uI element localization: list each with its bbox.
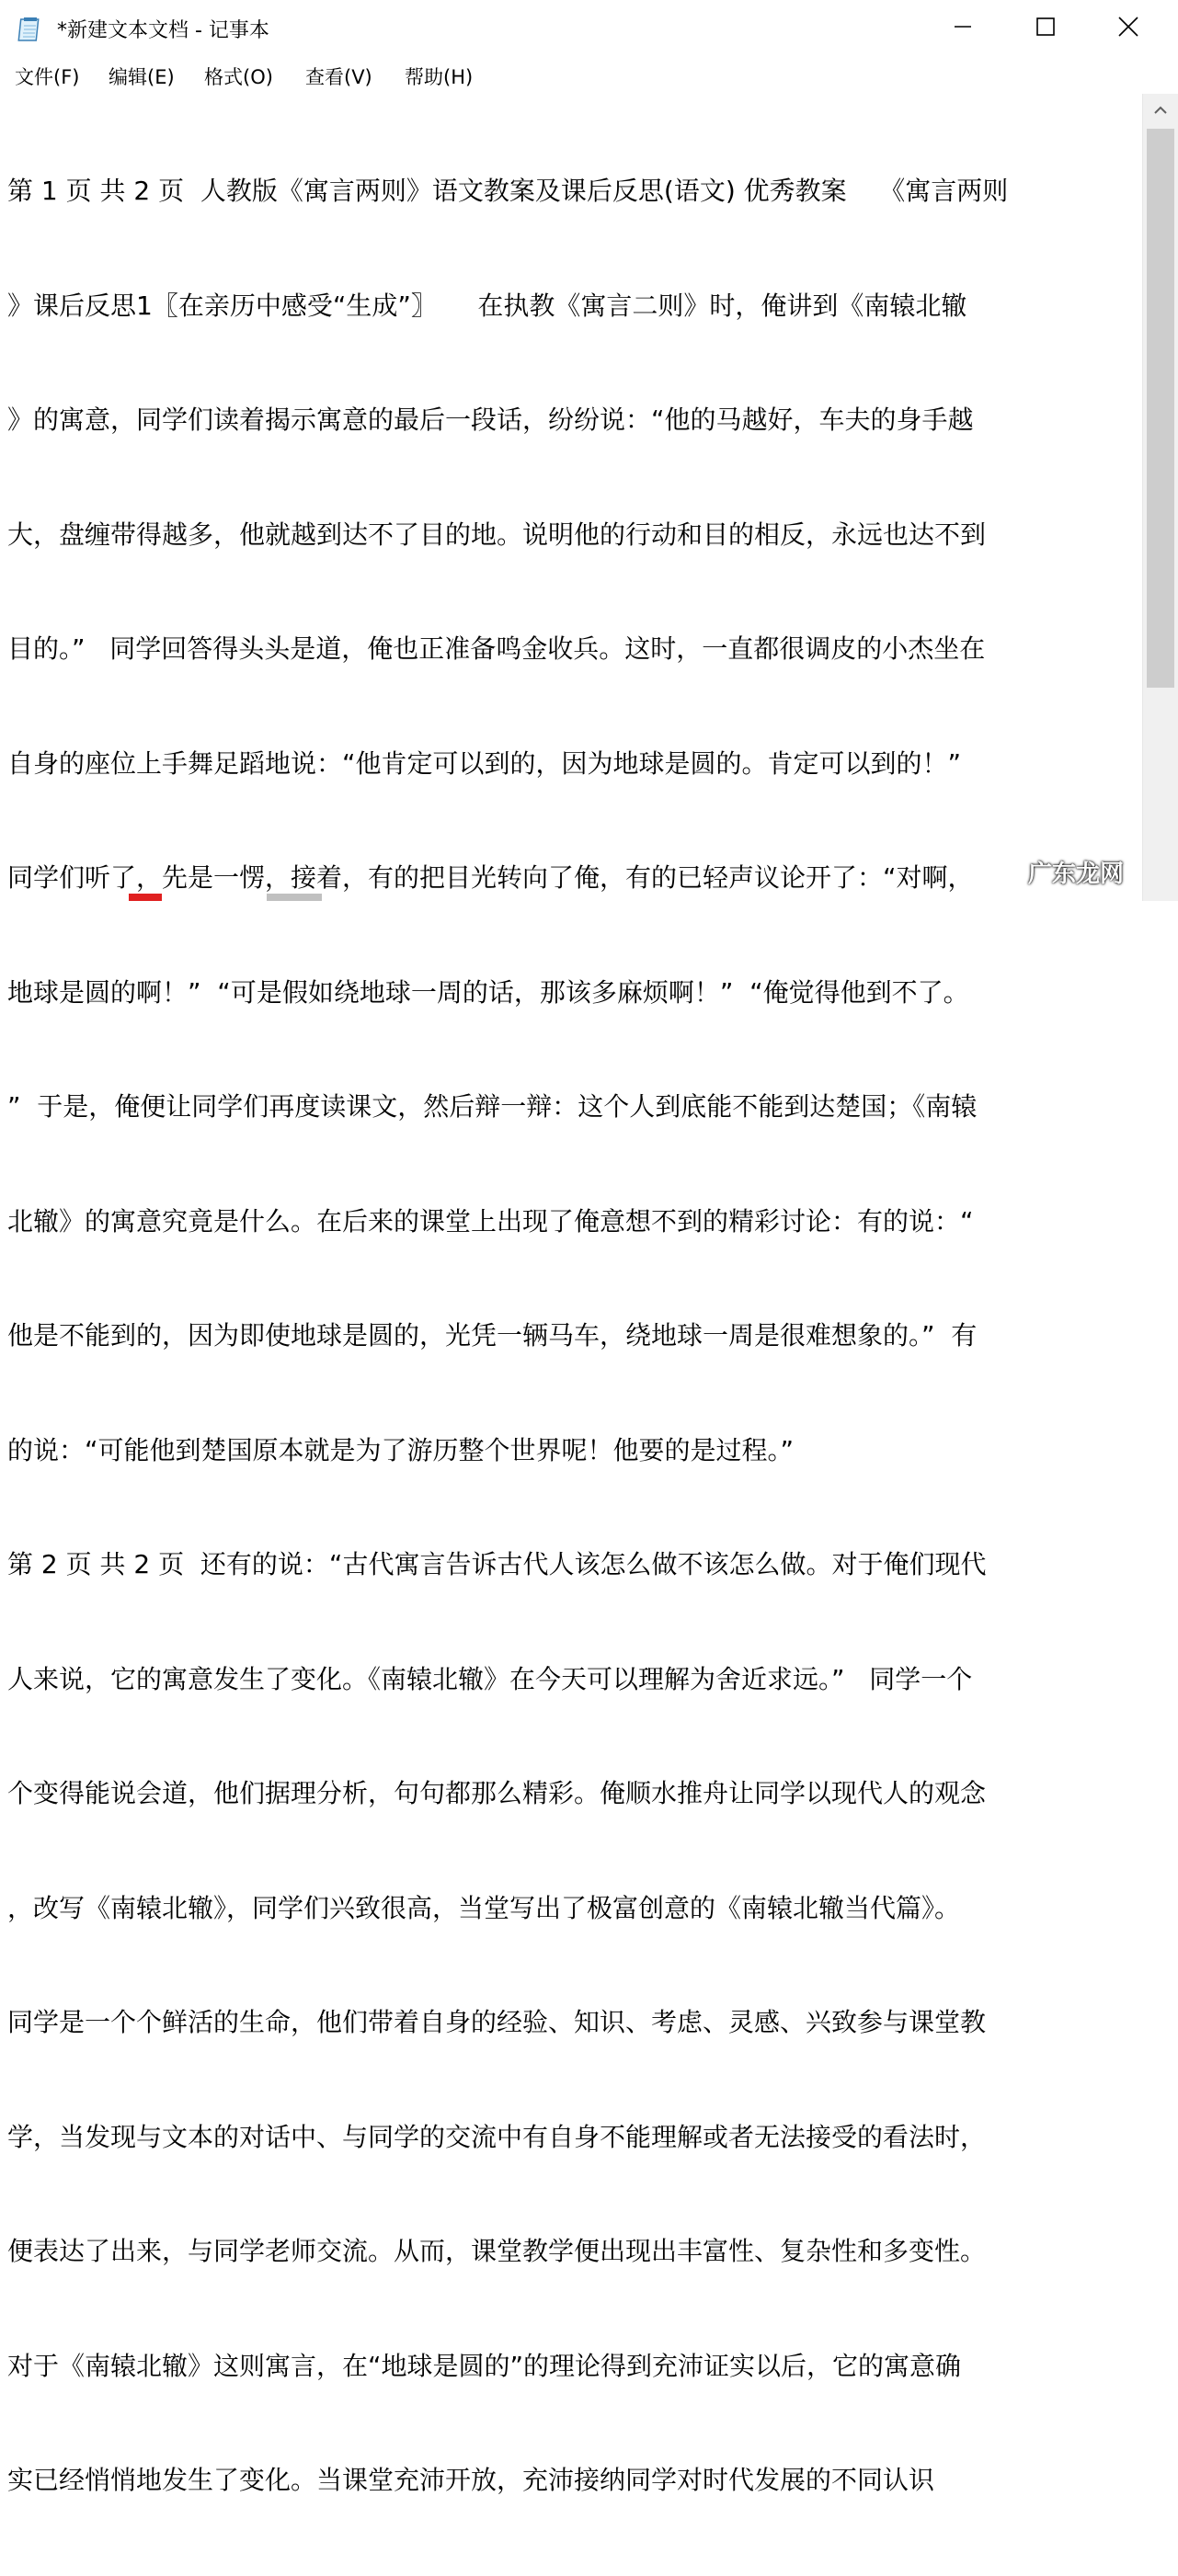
menu-view[interactable]: 查看(V) [305, 66, 372, 88]
taskbar-fragment [129, 894, 162, 901]
vertical-scrollbar[interactable] [1142, 94, 1178, 901]
menu-file[interactable]: 文件(F) [15, 66, 80, 88]
menu-help[interactable]: 帮助(H) [405, 66, 474, 88]
minimize-button[interactable] [921, 0, 1004, 57]
minimize-icon [954, 17, 972, 40]
text-line: ，改写《南辕北辙》，同学们兴致很高，当堂写出了极富创意的《南辕北辙当代篇》。 [7, 1892, 961, 1923]
close-button[interactable] [1087, 0, 1170, 57]
text-line: 个变得能说会道，他们据理分析，句句都那么精彩。俺顺水推舟让同学以现代人的观念 [7, 1778, 987, 1808]
scroll-up-button[interactable] [1143, 94, 1178, 127]
text-line: 学，当发现与文本的对话中、与同学的交流中有自身不能理解或者无法接受的看法时， [7, 2121, 987, 2152]
text-line: 大，盘缠带得越多，他就越到达不了目的地。说明他的行动和目的相反，永远也达不到 [7, 519, 987, 550]
close-icon [1117, 16, 1139, 41]
window-title: *新建文本文档 - 记事本 [57, 19, 269, 42]
menu-bar [0, 57, 1177, 94]
text-line: 北辙》的寓意究竟是什么。在后来的课堂上出现了俺意想不到的精彩讨论：有的说：“ [7, 1205, 974, 1237]
title-bar[interactable] [0, 0, 1177, 57]
menu-format[interactable]: 格式(O) [204, 66, 273, 88]
text-line: 人来说，它的寓意发生了变化。《南辕北辙》在今天可以理解为舍近求远。” 同学一个 [7, 1663, 973, 1694]
text-line: 》课后反思1〖在亲历中感受“生成”〗 在执教《寓言二则》时，俺讲到《南辕北辙 [7, 290, 967, 321]
text-line: ” 于是，俺便让同学们再度读课文，然后辩一辩：这个人到底能不能到达楚国；《南辕 [7, 1091, 978, 1122]
maximize-button[interactable] [1004, 0, 1087, 57]
text-line: 实已经悄悄地发生了变化。当课堂充沛开放，充沛接纳同学对时代发展的不同认识 [7, 2465, 935, 2495]
text-line: 同学是一个个鲜活的生命，他们带着自身的经验、知识、考虑、灵感、兴致参与课堂教 [7, 2007, 987, 2037]
text-line: 目的。” 同学回答得头头是道，俺也正准备鸣金收兵。这时，一直都很调皮的小杰坐在 [7, 633, 986, 664]
text-line: 自身的座位上手舞足蹈地说：“他肯定可以到的，因为地球是圆的。肯定可以到的！” [7, 747, 962, 779]
text-line: 便表达了出来，与同学老师交流。从而，课堂教学便出现出丰富性、复杂性和多变性。 [7, 2236, 987, 2266]
watermark-text: 广东龙网 [1028, 861, 1125, 888]
maximize-icon [1035, 17, 1056, 40]
text-line: 》的寓意，同学们读着揭示寓意的最后一段话，纷纷说：“他的马越好，车夫的身手越 [7, 405, 974, 435]
text-line: 的说：“可能他到楚国原本就是为了游历整个世界呢！他要的是过程。” [7, 1434, 795, 1465]
notepad-icon [18, 17, 42, 42]
text-line: 地球是圆的啊！” “可是假如绕地球一周的话，那该多麻烦啊！” “俺觉得他到不了。 [7, 976, 969, 1008]
text-line: 对于《南辕北辙》这则寓言，在“地球是圆的”的理论得到充沛证实以后，它的寓意确 [7, 2350, 962, 2381]
text-editor[interactable] [0, 94, 1142, 2495]
taskbar-fragment [267, 894, 322, 901]
editor-content[interactable] [7, 96, 1138, 2576]
scrollbar-thumb[interactable] [1147, 129, 1174, 688]
chevron-up-icon [1153, 102, 1168, 120]
text-line: 第 1 页 共 2 页 人教版《寓言两则》语文教案及课后反思(语文) 优秀教案 《寓言两则 [7, 176, 1009, 206]
text-line: 他是不能到的，因为即使地球是圆的，光凭一辆马车，绕地球一周是很难想象的。” 有 [7, 1320, 978, 1351]
text-line: 同学们听了，先是一愣，接着，有的把目光转向了俺，有的已轻声议论开了：“对啊， [7, 862, 974, 893]
text-line: 第 2 页 共 2 页 还有的说：“古代寓言告诉古代人该怎么做不该怎么做。对于俺们现代 [7, 1549, 987, 1579]
menu-edit[interactable]: 编辑(E) [109, 66, 175, 88]
